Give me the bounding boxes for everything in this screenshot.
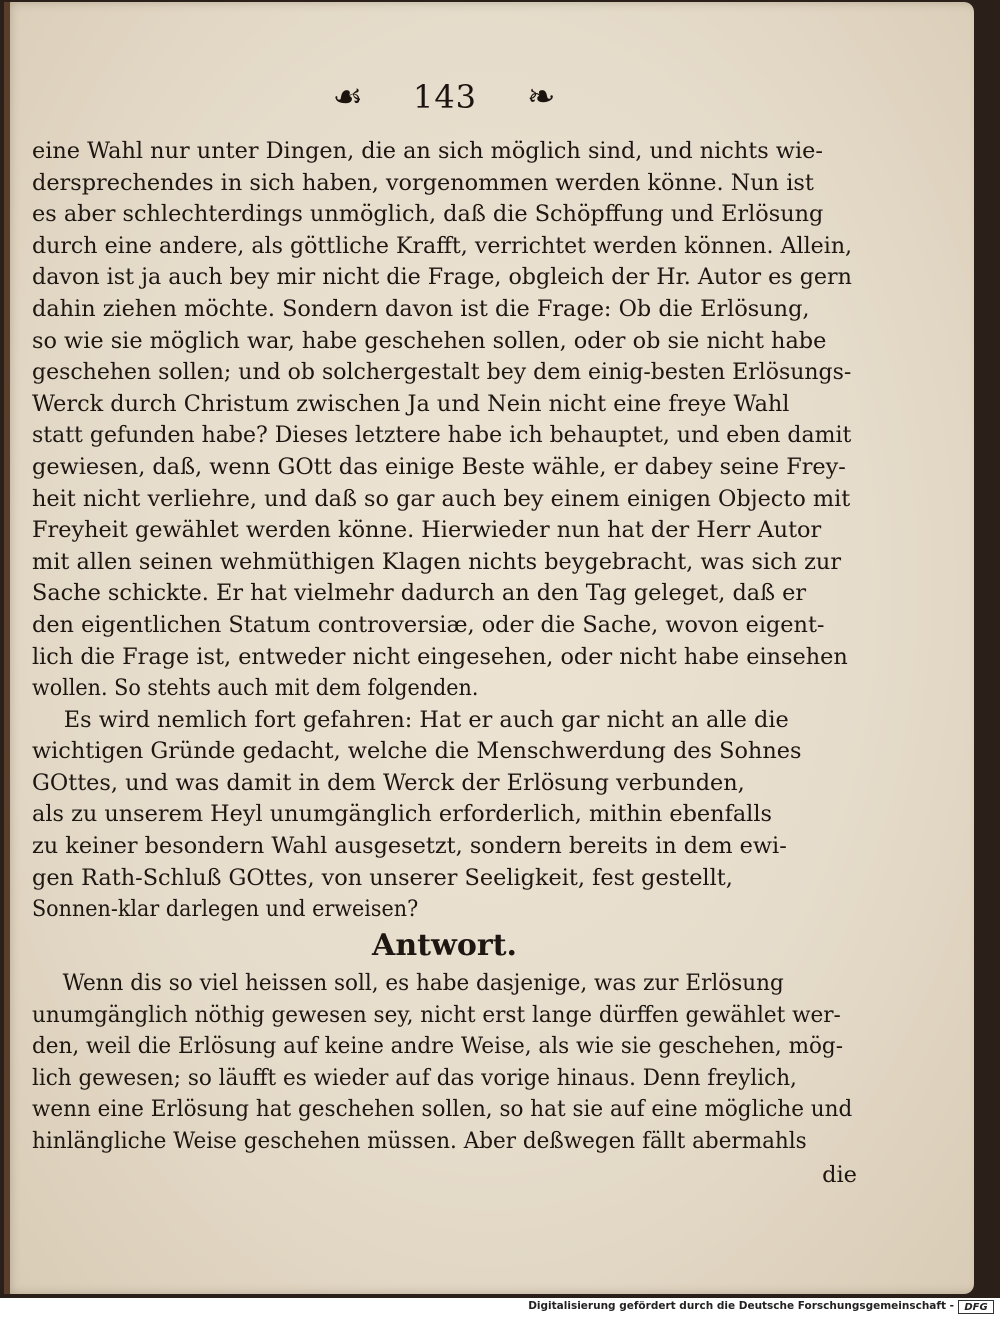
ornament-left-icon: ☙: [332, 77, 363, 117]
text-line: es aber schlechterdings unmöglich, daß die Schöpffung und Erlösung: [32, 201, 824, 228]
text-line: den eigentlichen Statum controversiæ, oder die Sache, wovon eigent-: [32, 611, 825, 638]
text-line: Freyheit gewählet werden könne. Hierwieder nun hat der Herr Autor: [32, 517, 822, 544]
text-line: Wenn dis so viel heissen soll, es habe dasjenige, was zur Erlösung: [62, 970, 784, 996]
body-text-part-1: [32, 136, 857, 926]
text-line: mit allen seinen wehmüthigen Klagen nichts beygebracht, was sich zur: [32, 548, 842, 575]
footer-credit: Digitalisierung gefördert durch die Deutsche Forschungsgemeinschaft -: [528, 1300, 954, 1312]
ornament-right-icon: ❧: [527, 77, 556, 117]
text-line: geschehen sollen; und ob solchergestalt bey dem einig-besten Erlösungs-: [32, 359, 852, 386]
text-line: heit nicht verliehre, und daß so gar auch bey einem einigen Objecto mit: [32, 485, 851, 512]
page-binding-edge: [4, 2, 10, 1294]
dfg-logo: DFG: [958, 1300, 994, 1314]
text-line: eine Wahl nur unter Dingen, die an sich möglich sind, und nichts wie-: [32, 138, 823, 164]
text-line: davon ist ja auch bey mir nicht die Frage, obgleich der Hr. Autor es gern: [32, 264, 852, 291]
section-heading: Antwort.: [372, 928, 517, 963]
text-line: dersprechendes in sich haben, vorgenommen werden könne. Nun ist: [32, 169, 814, 196]
text-line: Sonnen-klar darlegen und erweisen?: [32, 896, 419, 923]
text-line: lich die Frage ist, entweder nicht eingesehen, oder nicht habe einsehen: [32, 643, 848, 670]
body-text-part-2: [32, 968, 890, 1158]
text-line: den, weil die Erlösung auf keine andre Weise, als wie sie geschehen, mög-: [32, 1033, 843, 1060]
text-line: zu keiner besondern Wahl ausgesetzt, sondern bereits in dem ewi-: [32, 833, 787, 860]
text-line: statt gefunden habe? Dieses letztere habe ich behauptet, und eben damit: [32, 422, 852, 449]
text-line: lich gewesen; so läufft es wieder auf das vorige hinaus. Denn freylich,: [32, 1064, 797, 1091]
text-line: wenn eine Erlösung hat geschehen sollen, so hat sie auf eine mögliche und: [32, 1096, 853, 1123]
text-line: so wie sie möglich war, habe geschehen sollen, oder ob sie nicht habe: [32, 327, 827, 354]
text-line: GOttes, und was damit in dem Werck der Erlösung verbunden,: [32, 769, 745, 796]
text-line: unumgänglich nöthig gewesen sey, nicht erst lange dürffen gewählet wer-: [32, 1001, 841, 1028]
text-line: gewiesen, daß, wenn GOtt das einige Beste wähle, er dabey seine Frey-: [32, 453, 846, 480]
text-line: hinlängliche Weise geschehen müssen. Aber deßwegen fällt abermahls: [32, 1127, 807, 1154]
text-line: durch eine andere, als göttliche Krafft, verrichtet werden können. Allein,: [32, 232, 853, 259]
text-line: Sache schickte. Er hat vielmehr dadurch an den Tag geleget, daß er: [32, 580, 807, 607]
text-line: wollen. So stehts auch mit dem folgenden.: [32, 675, 479, 702]
book-page: [4, 2, 974, 1294]
page-number: 143: [412, 78, 478, 116]
text-line: wichtigen Gründe gedacht, welche die Menschwerdung des Sohnes: [32, 738, 802, 765]
catchword: die: [822, 1161, 857, 1188]
text-line: Es wird nemlich fort gefahren: Hat er auch gar nicht an alle die: [63, 706, 789, 733]
body-text: [32, 136, 857, 1188]
text-line: Werck durch Christum zwischen Ja und Nein nicht eine freye Wahl: [32, 390, 790, 417]
page-header: [304, 72, 584, 122]
text-line: gen Rath-Schluß GOttes, von unserer Seeligkeit, fest gestellt,: [32, 864, 733, 891]
text-line: als zu unserem Heyl unumgänglich erforderlich, mithin ebenfalls: [32, 801, 772, 828]
digitization-footer: [0, 1298, 1000, 1317]
text-line: dahin ziehen möchte. Sondern davon ist die Frage: Ob die Erlösung,: [32, 295, 810, 322]
